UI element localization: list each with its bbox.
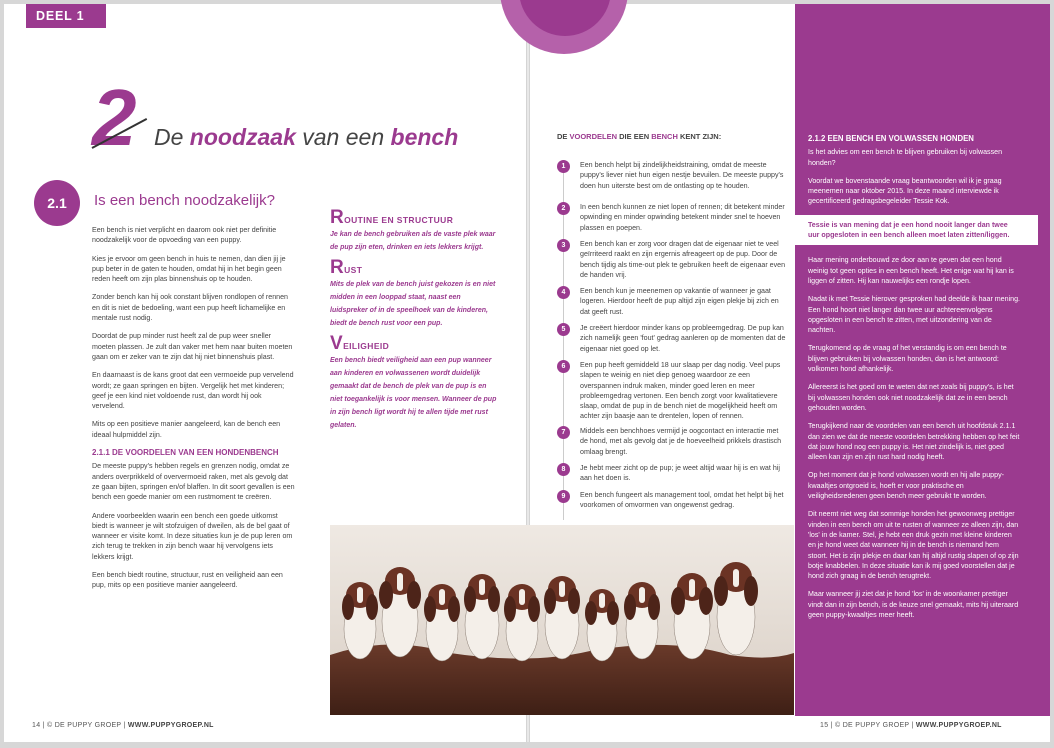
heading-initial: R bbox=[330, 207, 345, 228]
heading-rest: UST bbox=[344, 265, 363, 275]
chapter-number: 2 bbox=[92, 73, 137, 162]
footer-right: 15 | © DE PUPPY GROEP | WWW.PUPPYGROEP.NL bbox=[820, 722, 1002, 729]
benefit-veiligheid bbox=[330, 333, 500, 432]
advantage-item bbox=[557, 463, 787, 490]
advantage-text: Een bench helpt bij zindelijkheidstraining, omdat de meeste puppy's liever niet hun eigen nestje bevuilen. De meeste puppy's doen hun uiterste best om de ontlasting op te houden. bbox=[580, 161, 784, 190]
advantage-item bbox=[557, 239, 787, 286]
sidebar-paragraph: Voordat we bovenstaande vraag beantwoorden wil ik je graag meenemen naar oktober 2015. In deze maand interviewde ik gecertificeerd gedragsbegeleider Tessie Kok. bbox=[808, 176, 1002, 206]
puppies-photo-image bbox=[330, 525, 794, 715]
benefits-column bbox=[330, 207, 500, 438]
advantage-text: Een bench kan er zorg voor dragen dat de eigenaar niet te veel geïrriteerd raakt en zijn ergernis afreageert op de pup. Door de bench tijdig als time-out plek te gebruiken heeft de eigenaar even de handen vrij. bbox=[580, 240, 786, 279]
advantage-number: 1 bbox=[557, 160, 570, 173]
advantage-text: Een bench kun je meenemen op vakantie of wanneer je gaat logeren. Hierdoor heeft de pup altijd zijn eigen plekje bij zich en dat geeft rust. bbox=[580, 287, 779, 316]
section-title: Is een bench noodzakelijk? bbox=[94, 192, 275, 209]
sidebar-quote: Tessie is van mening dat je een hond nooit langer dan twee uur opgesloten in een bench alleen moet laten zitten/liggen. bbox=[794, 215, 1038, 246]
sidebar-paragraph: Dit neemt niet weg dat sommige honden het gewoonweg prettiger vinden in een bench om uit te rusten of wanneer ze alleen zijn, dan 'los' in de kamer. Stel, je hebt een druk gezin met kleine kinderen en je hond weet dat wanneer hij in de bench is niemand hem stoort. Het is zijn plekje en daar kan hij altijd rustig slapen of op zijn botje knabbelen. In deze situatie kan ik mij goed voorstellen dat je hond zich graag in de bench terugtrekt. bbox=[808, 510, 1019, 581]
advantage-number: 5 bbox=[557, 323, 570, 336]
paragraph: Andere voorbeelden waarin een bench een goede uitkomst biedt is wanneer je wilt stofzuigen of dweilen, als de bel gaat of wanneer er visite komt. In deze situaties kun je de pup leren om zich terug te trekken in zijn bench waar hij vervolgens iets lekkers krijgt. bbox=[92, 511, 293, 561]
paragraph: Mits op een positieve manier aangeleerd, kan de bench een ideaal hulpmiddel zijn. bbox=[92, 420, 281, 439]
advantage-number: 8 bbox=[557, 463, 570, 476]
advantage-number: 9 bbox=[557, 490, 570, 503]
benefit-text: Mits de plek van de bench juist gekozen is en niet midden in een looppad staat, naast een luidspreker of in de speelhoek van de kinderen, biedt de bench rust voor een pup. bbox=[330, 281, 496, 327]
sidebar-paragraph: Terugkomend op de vraag of het verstandig is om een bench te blijven gebruiken bij volwassen honden, dan is het antwoord: volkomen hond afhankelijk. bbox=[808, 344, 1007, 374]
footer-url[interactable]: WWW.PUPPYGROEP.NL bbox=[127, 722, 214, 729]
footer-copyright: © DE PUPPY GROEP bbox=[835, 722, 910, 729]
benefit-text: Je kan de bench gebruiken als de vaste plek waar de pup zijn eten, drinken en iets lekkers krijgt. bbox=[330, 231, 496, 251]
paragraph: En daarnaast is de kans groot dat een vermoeide pup vervelend wordt; ze gaan springen en bijten. Vergelijk het met kinderen; geef je een kind niet voldoende rust, dan wordt hij ook vervelend. bbox=[92, 371, 294, 411]
heading-highlight: VOORDELEN bbox=[569, 132, 618, 141]
chapter-title-emphasis: noodzaak bbox=[189, 124, 296, 150]
paragraph: De meeste puppy's hebben regels en grenzen nodig, omdat ze anders overprikkeld of oververmoeid raken, met als gevolg dat ze gaan bijten, springen en/of blaffen. In dit soort gevallen is een bench een goede manier om een rustmoment te creëren. bbox=[92, 462, 295, 502]
sidebar-paragraph: Nadat ik met Tessie hierover gesproken had deelde ik haar mening. Een hond hoort niet langer dan twee uur achtereenvolgens opgesloten in een bench te zitten, met uitzondering van de nachten. bbox=[808, 295, 1021, 335]
advantage-text: Middels een benchhoes vermijd je oogcontact en interactie met de hond, met als gevolg dat je de hoeveelheid prikkels drastisch omlaag brengt. bbox=[580, 427, 782, 456]
advantage-text: Je creëert hierdoor minder kans op probleemgedrag. De pup kan zich namelijk geen 'fout' gedrag aanleren op de momenten dat de eigenaar niet goed op let. bbox=[580, 324, 786, 353]
subsection-heading: 2.1.1 DE VOORDELEN VAN EEN HONDENBENCH bbox=[92, 448, 279, 458]
footer-url[interactable]: WWW.PUPPYGROEP.NL bbox=[915, 722, 1002, 729]
advantage-text: Je hebt meer zicht op de pup; je weet altijd waar hij is en wat hij aan het doen is. bbox=[580, 464, 780, 483]
advantage-number: 2 bbox=[557, 202, 570, 215]
heading-part: DE bbox=[557, 132, 570, 141]
sidebar-content bbox=[808, 134, 1020, 628]
advantage-number: 4 bbox=[557, 286, 570, 299]
footer-copyright: © DE PUPPY GROEP bbox=[47, 722, 122, 729]
chapter-title-emphasis: bench bbox=[390, 124, 459, 150]
paragraph: Zonder bench kan hij ook constant blijven rondlopen of rennen en dit is niet de bedoeling, want een pup heeft lichamelijke en mentale rust nodig. bbox=[92, 293, 288, 323]
page-number: 15 bbox=[820, 722, 829, 729]
section-number-badge: 2.1 bbox=[34, 180, 80, 226]
advantage-item bbox=[557, 360, 787, 426]
sidebar-heading: 2.1.2 EEN BENCH EN VOLWASSEN HONDEN bbox=[808, 134, 974, 143]
heading-initial: R bbox=[330, 257, 345, 278]
heading-highlight: BENCH bbox=[651, 132, 678, 141]
sidebar-paragraph: Allereerst is het goed om te weten dat net zoals bij puppy's, is het bij volwassen honden ook niet noodzakelijk dat ze in een bench gehouden worden. bbox=[808, 383, 1014, 412]
benefit-heading bbox=[330, 333, 500, 354]
paragraph: Een bench is niet verplicht en daarom ook niet per definitie noodzakelijk voor de opvoeding van een puppy. bbox=[92, 226, 277, 245]
benefit-rust bbox=[330, 257, 500, 330]
paragraph: Een bench biedt routine, structuur, rust en veiligheid aan een pup, mits op een positieve manier aangeleerd. bbox=[92, 571, 283, 590]
heading-part: KENT ZIJN: bbox=[677, 132, 722, 141]
chapter-title bbox=[154, 124, 458, 151]
paragraph: Kies je ervoor om geen bench in huis te nemen, dan dien jij je pup beter in de gaten te houden, omdat hij in het begin geen reden heeft om zijn plas binnenshuis op te houden. bbox=[92, 254, 286, 284]
page-number: 14 bbox=[32, 722, 41, 729]
sidebar-intro: Is het advies om een bench te blijven gebruiken bij volwassen honden? bbox=[808, 148, 1003, 167]
advantage-item bbox=[557, 323, 787, 360]
advantages-list bbox=[557, 160, 787, 517]
sidebar-paragraph: Terugkijkend naar de voordelen van een bench uit hoofdstuk 2.1.1 dan zien we dat de meeste voordelen betrekking hebben op het feit dat jouw hond nog een puppy is. Het niet zindelijk is, niet goed alleen kan zijn en zijn rust hard nodig heeft. bbox=[808, 422, 1020, 462]
advantage-item bbox=[557, 426, 787, 463]
advantage-item bbox=[557, 202, 787, 239]
part-label: DEEL 1 bbox=[26, 4, 106, 28]
puppies-photo bbox=[330, 525, 794, 715]
heading-rest: EILIGHEID bbox=[343, 341, 390, 351]
advantage-text: Een pup heeft gemiddeld 18 uur slaap per dag nodig. Veel pups slapen te weinig en niet diep genoeg waardoor ze een overspannen indruk maken, minder goed leren en meer probleemgedrag vertonen. Een bench zorgt voor kwalitatievere slaap, omdat de pup in de bench niet de mogelijkheid heeft om achter zijn baasje aan te drentelen, lopen of rennen. bbox=[580, 361, 781, 421]
benefit-heading bbox=[330, 257, 500, 278]
advantages-heading bbox=[557, 132, 721, 141]
heading-part: DIE EEN bbox=[617, 132, 652, 141]
paragraph: Doordat de pup minder rust heeft zal de pup weer sneller moeten plassen. Je zult dan vaker met hem naar buiten moeten gaan om er zeker van te zijn dat hij niet binnenshuis plast. bbox=[92, 332, 293, 361]
advantage-item bbox=[557, 286, 787, 323]
sidebar-paragraph: Maar wanneer jij ziet dat je hond 'los' in de woonkamer prettiger vindt dan in zijn bench, is de keuze snel gemaakt, mits hij uiteraard geen puppy-kwaaltjes meer heeft. bbox=[808, 590, 1019, 619]
chapter-title-part: van een bbox=[295, 124, 391, 150]
benefit-text: Een bench biedt veiligheid aan een pup wanneer aan kinderen en volwassenen wordt duidelijk gemaakt dat de bench de plek van de pup is en niet toegankelijk is voor mensen. Wanneer de pup in zijn bench ligt wordt hij te allen tijde met rust gelaten. bbox=[330, 357, 497, 429]
sidebar-paragraph: Op het moment dat je hond volwassen wordt en hij alle puppy-kwaaltjes ontgroeid is, hoeft er voor praktische en veiligheidsredenen geen bench meer gebruikt te worden. bbox=[808, 471, 1004, 501]
benefit-routine bbox=[330, 207, 500, 254]
footer-left: 14 | © DE PUPPY GROEP | WWW.PUPPYGROEP.NL bbox=[32, 722, 214, 729]
sidebar-paragraph: Haar mening onderbouwd ze door aan te geven dat een hond weinig tot geen opties in een bench heeft. Het enige wat hij kan is liggen of zitten. Hij kan nauwelijks een rondje lopen. bbox=[808, 256, 1014, 285]
advantage-item bbox=[557, 160, 787, 202]
heading-initial: V bbox=[330, 333, 344, 354]
benefit-heading bbox=[330, 207, 500, 228]
advantage-text: In een bench kunnen ze niet lopen of rennen; dit betekent minder opwinding en minder opwinding betekent minder snel te hoeven plassen en poepen. bbox=[580, 203, 785, 232]
advantage-item bbox=[557, 490, 787, 517]
chapter-title-part: De bbox=[154, 124, 190, 150]
advantage-number: 6 bbox=[557, 360, 570, 373]
left-text-column bbox=[92, 225, 295, 599]
heading-rest: OUTINE EN STRUCTUUR bbox=[344, 215, 454, 225]
advantage-number: 3 bbox=[557, 239, 570, 252]
advantage-text: Een bench fungeert als management tool, omdat het helpt bij het voorkomen of omvormen van ongewenst gedrag. bbox=[580, 491, 784, 510]
advantage-number: 7 bbox=[557, 426, 570, 439]
